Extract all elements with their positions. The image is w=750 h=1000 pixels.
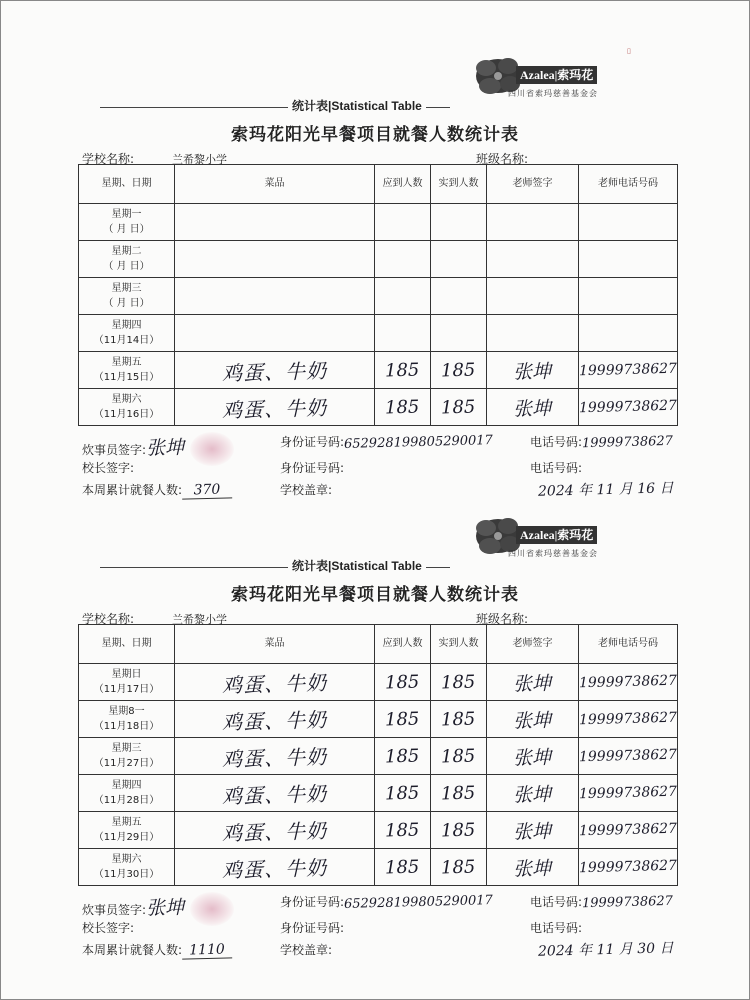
teacher-cell bbox=[487, 278, 579, 315]
teacher-signature: 张坤 bbox=[513, 820, 552, 843]
header-teacher-signature: 老师签字 bbox=[487, 625, 579, 664]
cook-signature: 张坤 bbox=[145, 436, 185, 460]
day-cell bbox=[79, 278, 175, 315]
principal-label: 校长签字: bbox=[82, 461, 135, 475]
header-dish: 菜品 bbox=[175, 165, 375, 204]
corner-stamp-mark: ▯ bbox=[627, 47, 631, 55]
cook-phone-number: 19999738627 bbox=[581, 893, 674, 912]
dish-cell bbox=[175, 241, 375, 278]
expected-cell bbox=[375, 812, 431, 849]
weekday: 星期四 bbox=[111, 780, 142, 791]
day-cell bbox=[79, 315, 175, 352]
brand-name: Azalea|索玛花 bbox=[516, 66, 597, 84]
form-date bbox=[538, 479, 674, 499]
brand-logo bbox=[468, 52, 628, 102]
weekday: 星期二 bbox=[111, 246, 142, 257]
form-date bbox=[538, 939, 674, 959]
dish-cell bbox=[175, 738, 375, 775]
cook-label: 炊事员签字: bbox=[82, 903, 147, 917]
cook-id-row bbox=[280, 433, 493, 450]
actual-cell bbox=[431, 849, 487, 886]
cook-phone-number: 19999738627 bbox=[581, 433, 674, 452]
school-label: 学校名称: bbox=[82, 612, 135, 626]
teacher-signature: 张坤 bbox=[513, 709, 552, 732]
weekly-total-row bbox=[82, 481, 232, 499]
header-expected: 应到人数 bbox=[375, 165, 431, 204]
teacher-cell bbox=[487, 775, 579, 812]
teacher-cell bbox=[487, 389, 579, 426]
red-fingerprint-stamp bbox=[190, 892, 234, 926]
day-cell bbox=[79, 738, 175, 775]
teacher-cell bbox=[487, 849, 579, 886]
expected-value: 185 bbox=[385, 671, 420, 693]
date: （11月15日） bbox=[93, 372, 160, 383]
brand-subtitle: 四川省索玛慈善基金会 bbox=[508, 89, 598, 98]
actual-value: 185 bbox=[441, 745, 476, 767]
form-title: 索玛花阳光早餐项目就餐人数统计表 bbox=[231, 585, 519, 605]
actual-cell bbox=[431, 701, 487, 738]
dish-cell bbox=[175, 315, 375, 352]
dish-cell bbox=[175, 664, 375, 701]
dish-cell bbox=[175, 278, 375, 315]
dish-value: 鸡蛋、牛奶 bbox=[221, 818, 328, 845]
weekday: 星期三 bbox=[111, 283, 142, 294]
dish-value: 鸡蛋、牛奶 bbox=[221, 395, 328, 422]
id-label: 身份证号码: bbox=[280, 435, 345, 449]
principal-phone-label: 电话号码: bbox=[530, 461, 583, 475]
day-cell bbox=[79, 812, 175, 849]
expected-value: 185 bbox=[385, 745, 420, 767]
teacher-cell bbox=[487, 738, 579, 775]
teacher-cell bbox=[487, 664, 579, 701]
header-actual: 实到人数 bbox=[431, 625, 487, 664]
id-label: 身份证号码: bbox=[280, 895, 345, 909]
teacher-phone: 19999738627 bbox=[578, 857, 678, 877]
weekday: 星期六 bbox=[111, 394, 142, 405]
table-row bbox=[79, 241, 678, 278]
cook-signature: 张坤 bbox=[145, 896, 185, 920]
table-row bbox=[79, 278, 678, 315]
table-row bbox=[79, 775, 678, 812]
weekly-total-value: 370 bbox=[182, 481, 232, 499]
day-cell bbox=[79, 775, 175, 812]
cook-id-number: 652928199805290017 bbox=[343, 893, 494, 912]
cook-signature-row bbox=[82, 433, 184, 460]
weekly-total-label: 本周累计就餐人数: bbox=[82, 943, 183, 957]
expected-cell bbox=[375, 775, 431, 812]
table-row bbox=[79, 849, 678, 886]
actual-cell bbox=[431, 812, 487, 849]
expected-cell bbox=[375, 278, 431, 315]
phone-cell bbox=[579, 812, 678, 849]
cook-id-row bbox=[280, 893, 493, 910]
date: （ 月 日） bbox=[103, 298, 150, 309]
dish-cell bbox=[175, 701, 375, 738]
class-label: 班级名称: bbox=[476, 152, 529, 166]
form-tag: 统计表|Statistical Table bbox=[288, 557, 426, 574]
day-cell bbox=[79, 204, 175, 241]
expected-cell bbox=[375, 738, 431, 775]
phone-cell bbox=[579, 664, 678, 701]
teacher-signature: 张坤 bbox=[513, 783, 552, 806]
phone-cell bbox=[579, 241, 678, 278]
day-cell bbox=[79, 664, 175, 701]
brand-logo bbox=[468, 512, 628, 562]
actual-cell bbox=[431, 738, 487, 775]
expected-cell bbox=[375, 204, 431, 241]
dish-cell bbox=[175, 849, 375, 886]
header-actual: 实到人数 bbox=[431, 165, 487, 204]
red-fingerprint-stamp bbox=[190, 432, 234, 466]
expected-cell bbox=[375, 315, 431, 352]
day-cell bbox=[79, 701, 175, 738]
cook-phone-row bbox=[530, 433, 673, 450]
weekday: 星期五 bbox=[111, 357, 142, 368]
actual-value: 185 bbox=[441, 708, 476, 730]
date: （ 月 日） bbox=[103, 261, 150, 272]
phone-cell bbox=[579, 389, 678, 426]
phone-cell bbox=[579, 775, 678, 812]
table-row bbox=[79, 701, 678, 738]
dish-cell bbox=[175, 812, 375, 849]
weekly-total-label: 本周累计就餐人数: bbox=[82, 483, 183, 497]
weekday: 星期日 bbox=[111, 669, 142, 680]
date: （11月18日） bbox=[93, 721, 160, 732]
header-dish: 菜品 bbox=[175, 625, 375, 664]
brand-subtitle: 四川省索玛慈善基金会 bbox=[508, 549, 598, 558]
table-header-row bbox=[79, 625, 678, 664]
phone-label: 电话号码: bbox=[530, 435, 583, 449]
expected-value: 185 bbox=[385, 359, 420, 381]
table-row bbox=[79, 664, 678, 701]
form-tag: 统计表|Statistical Table bbox=[288, 97, 426, 114]
attendance-table bbox=[78, 164, 678, 426]
phone-cell bbox=[579, 204, 678, 241]
date: （ 月 日） bbox=[103, 224, 150, 235]
header-day: 星期、日期 bbox=[79, 625, 175, 664]
teacher-phone: 19999738627 bbox=[578, 397, 678, 417]
weekday: 星期三 bbox=[111, 743, 142, 754]
cook-signature-row bbox=[82, 893, 184, 920]
table-row bbox=[79, 738, 678, 775]
actual-cell bbox=[431, 241, 487, 278]
teacher-signature: 张坤 bbox=[513, 672, 552, 695]
teacher-cell bbox=[487, 352, 579, 389]
expected-cell bbox=[375, 389, 431, 426]
expected-value: 185 bbox=[385, 708, 420, 730]
day-cell bbox=[79, 389, 175, 426]
actual-cell bbox=[431, 389, 487, 426]
school-name: 兰希黎小学 bbox=[172, 613, 227, 626]
expected-cell bbox=[375, 701, 431, 738]
dish-cell bbox=[175, 775, 375, 812]
brand-name: Azalea|索玛花 bbox=[516, 526, 597, 544]
teacher-cell bbox=[487, 812, 579, 849]
date: （11月29日） bbox=[93, 832, 160, 843]
cook-label: 炊事员签字: bbox=[82, 443, 147, 457]
actual-cell bbox=[431, 315, 487, 352]
cook-phone-row bbox=[530, 893, 673, 910]
weekday: 星期一 bbox=[111, 209, 142, 220]
header-teacher-phone: 老师电话号码 bbox=[579, 165, 678, 204]
teacher-cell bbox=[487, 315, 579, 352]
expected-cell bbox=[375, 241, 431, 278]
actual-cell bbox=[431, 352, 487, 389]
teacher-cell bbox=[487, 204, 579, 241]
class-label: 班级名称: bbox=[476, 612, 529, 626]
dish-value: 鸡蛋、牛奶 bbox=[221, 358, 328, 385]
phone-cell bbox=[579, 738, 678, 775]
actual-cell bbox=[431, 278, 487, 315]
expected-value: 185 bbox=[385, 396, 420, 418]
date: （11月30日） bbox=[93, 869, 160, 880]
date: （11月27日） bbox=[93, 758, 160, 769]
expected-value: 185 bbox=[385, 819, 420, 841]
day-cell bbox=[79, 352, 175, 389]
header-expected: 应到人数 bbox=[375, 625, 431, 664]
weekday: 星期六 bbox=[111, 854, 142, 865]
dish-value: 鸡蛋、牛奶 bbox=[221, 781, 328, 808]
teacher-cell bbox=[487, 701, 579, 738]
weekday: 星期8一 bbox=[108, 706, 145, 717]
actual-value: 185 bbox=[441, 396, 476, 418]
school-label: 学校名称: bbox=[82, 152, 135, 166]
principal-id-label: 身份证号码: bbox=[280, 921, 345, 935]
weekday: 星期四 bbox=[111, 320, 142, 331]
date: （11月28日） bbox=[93, 795, 160, 806]
actual-value: 185 bbox=[441, 359, 476, 381]
principal-id-label: 身份证号码: bbox=[280, 461, 345, 475]
weekly-total-value: 1110 bbox=[182, 941, 232, 959]
phone-label: 电话号码: bbox=[530, 895, 583, 909]
phone-cell bbox=[579, 315, 678, 352]
dish-value: 鸡蛋、牛奶 bbox=[221, 707, 328, 734]
teacher-signature: 张坤 bbox=[513, 746, 552, 769]
weekly-total-row bbox=[82, 941, 232, 959]
teacher-signature: 张坤 bbox=[513, 857, 552, 880]
attendance-table bbox=[78, 624, 678, 886]
weekday: 星期五 bbox=[111, 817, 142, 828]
phone-cell bbox=[579, 278, 678, 315]
phone-cell bbox=[579, 352, 678, 389]
teacher-phone: 19999738627 bbox=[578, 820, 678, 840]
expected-cell bbox=[375, 849, 431, 886]
table-row bbox=[79, 315, 678, 352]
form-date-value: 2024 年 11 月 16 日 bbox=[537, 480, 674, 500]
cook-id-number: 652928199805290017 bbox=[343, 433, 494, 452]
school-name: 兰希黎小学 bbox=[172, 153, 227, 166]
expected-value: 185 bbox=[385, 782, 420, 804]
header-day: 星期、日期 bbox=[79, 165, 175, 204]
date: （11月16日） bbox=[93, 409, 160, 420]
table-row bbox=[79, 352, 678, 389]
actual-cell bbox=[431, 775, 487, 812]
phone-cell bbox=[579, 849, 678, 886]
actual-value: 185 bbox=[441, 671, 476, 693]
actual-cell bbox=[431, 204, 487, 241]
form-title: 索玛花阳光早餐项目就餐人数统计表 bbox=[231, 125, 519, 145]
teacher-signature: 张坤 bbox=[513, 397, 552, 420]
principal-phone-label: 电话号码: bbox=[530, 921, 583, 935]
table-header-row bbox=[79, 165, 678, 204]
principal-label: 校长签字: bbox=[82, 921, 135, 935]
dish-cell bbox=[175, 204, 375, 241]
teacher-phone: 19999738627 bbox=[578, 746, 678, 766]
actual-value: 185 bbox=[441, 856, 476, 878]
dish-value: 鸡蛋、牛奶 bbox=[221, 855, 328, 882]
expected-value: 185 bbox=[385, 856, 420, 878]
actual-cell bbox=[431, 664, 487, 701]
dish-cell bbox=[175, 352, 375, 389]
teacher-phone: 19999738627 bbox=[578, 360, 678, 380]
date: （11月14日） bbox=[93, 335, 160, 346]
teacher-phone: 19999738627 bbox=[578, 672, 678, 692]
teacher-signature: 张坤 bbox=[513, 360, 552, 383]
expected-cell bbox=[375, 352, 431, 389]
teacher-phone: 19999738627 bbox=[578, 783, 678, 803]
date: （11月17日） bbox=[93, 684, 160, 695]
form-date-value: 2024 年 11 月 30 日 bbox=[537, 940, 674, 960]
expected-cell bbox=[375, 664, 431, 701]
dish-cell bbox=[175, 389, 375, 426]
header-teacher-phone: 老师电话号码 bbox=[579, 625, 678, 664]
day-cell bbox=[79, 849, 175, 886]
dish-value: 鸡蛋、牛奶 bbox=[221, 670, 328, 697]
table-row bbox=[79, 812, 678, 849]
table-row bbox=[79, 204, 678, 241]
teacher-cell bbox=[487, 241, 579, 278]
actual-value: 185 bbox=[441, 782, 476, 804]
school-seal-label: 学校盖章: bbox=[280, 943, 333, 957]
header-teacher-signature: 老师签字 bbox=[487, 165, 579, 204]
day-cell bbox=[79, 241, 175, 278]
table-row bbox=[79, 389, 678, 426]
school-seal-label: 学校盖章: bbox=[280, 483, 333, 497]
actual-value: 185 bbox=[441, 819, 476, 841]
dish-value: 鸡蛋、牛奶 bbox=[221, 744, 328, 771]
teacher-phone: 19999738627 bbox=[578, 709, 678, 729]
phone-cell bbox=[579, 701, 678, 738]
